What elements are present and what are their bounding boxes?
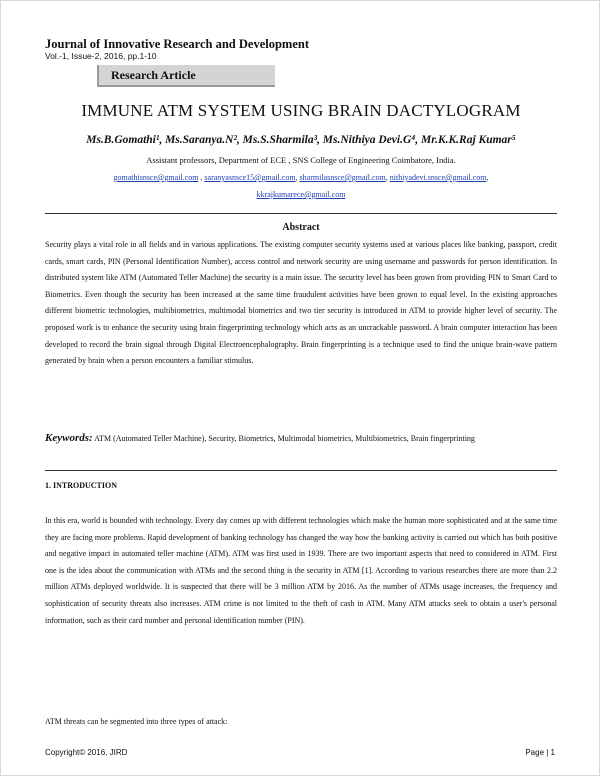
footer-page-number: Page | 1 — [525, 748, 555, 757]
header-divider — [45, 213, 557, 214]
author-email-link[interactable]: gomathisnsce@gmail.com — [113, 173, 199, 182]
author-email-link[interactable]: sharmilasnsce@gmail.com — [299, 173, 386, 182]
author-email-link[interactable]: saranyasnsce15@gmail.com — [204, 173, 296, 182]
article-type-label: Research Article — [111, 68, 196, 82]
keywords-text: ATM (Automated Teller Machine), Security, Biometrics, Multimodal biometrics, Multibiometrics, Brain fingerprinting — [94, 434, 475, 443]
section-divider — [45, 470, 557, 471]
paper-title: IMMUNE ATM SYSTEM USING BRAIN DACTYLOGRAM — [81, 101, 521, 120]
paper-affiliation: Assistant professors, Department of ECE , SNS College of Engineering Coimbatore, India. — [146, 155, 456, 165]
introduction-text: In this era, world is bounded with technology. Every day comes up with different technologies which make the human more sophisticated and at the same time they are facing more problems. Rapid development of banking technology has changed the way how the banking activity is carried out which has both positive and negative impact in automated teller machine (ATM). ATM was first used in 1939. There are two important aspects that need to considered in ATM. First one is the idea about the communication with ATMs and the second thing is the security in ATM [1]. According to various researches there are more than 2.2 million ATMs deployed worldwide. It is suspected that there will be 3 million ATM by 2016. As the number of ATMs usage increases, the frequency and sophistication of security threats also increases. ATM crime is not limited to the theft of cash in ATM. Many ATM attacks seek to obtain a user's personal information, such as their card number and personal identification number (PIN). — [45, 516, 557, 625]
abstract-text: Security plays a vital role in all fields and in various applications. The existing computer security systems used at various places like banking, passport, credit cards, smart cards, PIN (Personal Identification Number), access control and network security are using username and passwords for person identification. In distributed system like ATM (Automated Teller Machine) the security is a main issue. The security level has been grown from providing PIN to Smart Card to Biometrics. Even though the security has been increased at the same time fraudulent activities have been grown to equal level. In the existing approaches different biometric technologies, multibiometrics, multimodal biometrics and two tier security is introduced in ATM to provide higher level of security. The proposed work is to enhance the security using brain fingerprinting technology which acts as an uncrackable password. A brain computer interaction has been developed to record the brain signal through Digital Electroencephalography. Brain fingerprinting is a technique used to find the unique brain-wave pattern generated by brain when a person encounters a familiar stimulus. — [45, 240, 557, 366]
journal-volume: Vol.-1, Issue-2, 2016, pp.1-10 — [45, 51, 157, 61]
keywords-label: Keywords — [45, 432, 89, 444]
threats-line: ATM threats can be segmented into three types of attack: — [45, 717, 228, 726]
keywords-colon: : — [89, 432, 93, 444]
paper-authors: Ms.B.Gomathi¹, Ms.Saranya.N², Ms.S.Sharmila³, Ms.Nithiya Devi.G⁴, Mr.K.K.Raj Kumar⁵ — [86, 134, 516, 146]
author-email-link[interactable]: kkrajkumarece@gmail.com — [256, 190, 346, 199]
author-emails-line-1: gomathisnsce@gmail.com , saranyasnsce15@gmail.com, sharmilasnsce@gmail.com, nithiyadevi.snsce@gmail.com, — [113, 173, 489, 182]
author-email-link[interactable]: nithiyadevi.snsce@gmail.com — [389, 173, 487, 182]
abstract-heading: Abstract — [282, 222, 320, 233]
keywords-block — [45, 430, 557, 448]
journal-title: Journal of Innovative Research and Development — [45, 37, 310, 51]
footer-copyright: Copyright© 2016, JIRD — [45, 748, 128, 757]
section-heading-introduction: 1. INTRODUCTION — [45, 481, 118, 490]
author-emails-line-2 — [41, 190, 561, 199]
